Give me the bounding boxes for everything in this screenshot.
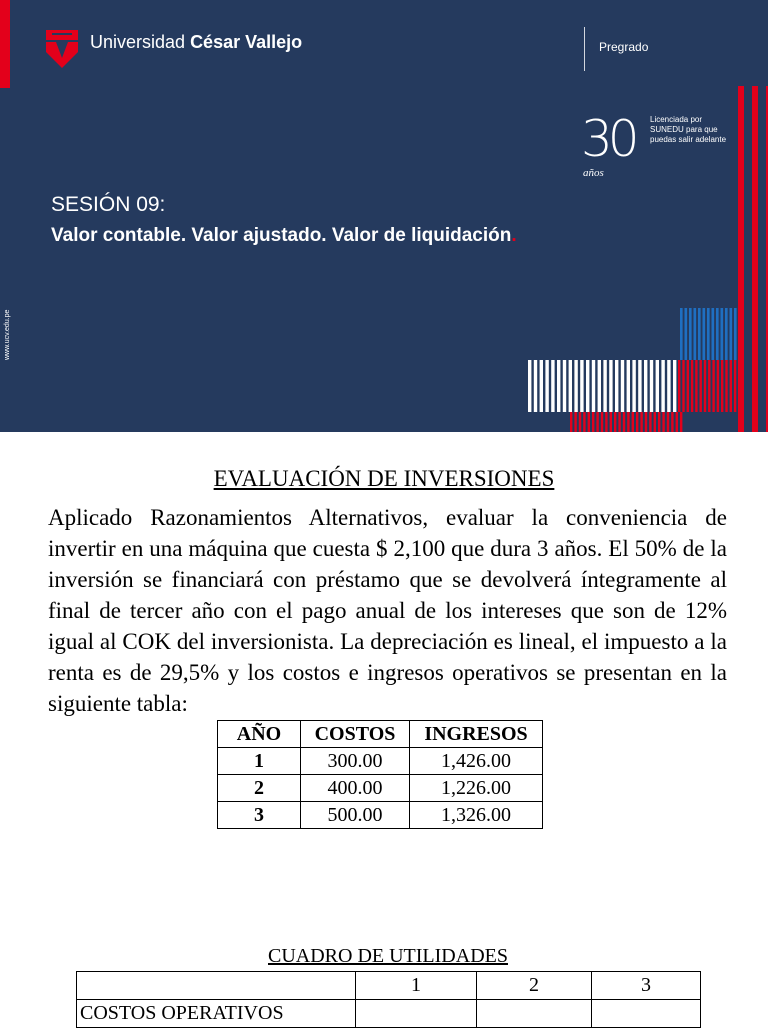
column-header-income: INGRESOS	[410, 721, 543, 748]
stripe	[656, 360, 659, 412]
stripe	[540, 360, 543, 412]
stripe	[685, 308, 688, 360]
stripe	[563, 360, 566, 412]
stripe	[689, 308, 692, 360]
anniversary-word: años	[583, 167, 604, 179]
stripe	[640, 412, 642, 432]
stripe	[725, 308, 728, 360]
table-row	[77, 1000, 701, 1028]
stripe	[627, 360, 630, 412]
stripe	[588, 412, 590, 432]
stripe	[661, 360, 664, 412]
utilities-cell	[592, 1000, 701, 1028]
stripe	[601, 412, 603, 432]
stripe	[598, 360, 601, 412]
stripe	[700, 360, 702, 412]
stripe	[730, 308, 733, 360]
stripe	[654, 412, 656, 432]
stripe	[730, 360, 732, 412]
stripe	[738, 86, 744, 432]
stripe	[583, 412, 585, 432]
cost-cell: 500.00	[301, 802, 410, 829]
stripe	[658, 412, 660, 432]
stripe	[687, 360, 689, 412]
stripe	[586, 360, 589, 412]
stripe	[528, 360, 531, 412]
stripe	[569, 360, 572, 412]
header-separator	[584, 27, 585, 71]
stripe	[673, 360, 676, 412]
utilities-header-year-2: 2	[477, 972, 592, 1000]
header-banner	[0, 0, 768, 432]
stripe	[698, 308, 701, 360]
university-name: Universidad César Vallejo	[90, 32, 303, 52]
utilities-title: CUADRO DE UTILIDADES	[268, 945, 508, 967]
stripe	[636, 412, 638, 432]
stripe	[721, 360, 723, 412]
stripe	[662, 412, 664, 432]
utilities-cell	[477, 1000, 592, 1028]
stripe	[667, 360, 670, 412]
anniversary-number: 30	[581, 110, 635, 168]
stripe	[534, 360, 537, 412]
stripe	[632, 360, 635, 412]
stripe	[623, 412, 625, 432]
stripe	[621, 360, 624, 412]
stripe	[716, 308, 719, 360]
stripe	[592, 360, 595, 412]
income-cell: 1,426.00	[410, 748, 543, 775]
utilities-cell	[356, 1000, 477, 1028]
session-number: SESIÓN 09:	[51, 193, 166, 216]
stripe	[580, 360, 583, 412]
decorative-stripes-graphic	[520, 80, 768, 432]
stripe	[691, 360, 693, 412]
income-cell: 1,226.00	[410, 775, 543, 802]
stripe	[712, 308, 715, 360]
stripe	[574, 360, 577, 412]
stripe	[614, 412, 616, 432]
stripe	[734, 360, 736, 412]
cost-cell: 300.00	[301, 748, 410, 775]
stripe	[734, 308, 737, 360]
stripe	[557, 360, 560, 412]
stripe	[703, 308, 706, 360]
utilities-header-empty	[77, 972, 356, 1000]
stripe	[638, 360, 641, 412]
stripe	[717, 360, 719, 412]
license-text: Licenciada por SUNEDU para que puedas salir adelante	[650, 115, 727, 144]
stripe	[707, 308, 710, 360]
stripe	[667, 412, 669, 432]
table-header-row	[218, 721, 543, 748]
table-row	[218, 802, 543, 829]
stripe	[610, 412, 612, 432]
document-title: EVALUACIÓN DE INVERSIONES	[213, 466, 555, 491]
stripe	[680, 412, 682, 432]
problem-statement: Aplicado Razonamientos Alternativos, evaluar la conveniencia de invertir en una máquina que cuesta $ 2,100 que dura 3 años. El 50% de la inversión se financiará con préstamo que se devolverá íntegramente al final de tercer año con el pago anual de los intereses que son de 12% igual al COK del inversionista. La depreciación es lineal, el impuesto a la renta es de 29,5% y los costos e ingresos operativos se presentan en la siguiente tabla:	[48, 505, 727, 716]
stripe	[609, 360, 612, 412]
program-label: Pregrado	[599, 40, 649, 54]
stripe	[676, 412, 678, 432]
stripe	[618, 412, 620, 432]
red-accent-bar	[0, 0, 10, 88]
column-header-year: AÑO	[218, 721, 301, 748]
table-row	[218, 775, 543, 802]
stripe	[615, 360, 618, 412]
costs-income-table	[217, 720, 543, 829]
year-cell: 3	[218, 802, 301, 829]
cost-cell: 400.00	[301, 775, 410, 802]
year-cell: 1	[218, 748, 301, 775]
stripe	[671, 412, 673, 432]
stripe	[678, 360, 680, 412]
stripe	[752, 86, 758, 432]
stripe	[579, 412, 581, 432]
university-logo-icon	[46, 30, 78, 68]
utilities-row-label: COSTOS OPERATIVOS	[77, 1000, 356, 1028]
stripe	[725, 360, 727, 412]
stripe	[680, 308, 683, 360]
column-header-costs: COSTOS	[301, 721, 410, 748]
stripe	[603, 360, 606, 412]
stripe	[596, 412, 598, 432]
stripe	[627, 412, 629, 432]
table-row	[218, 748, 543, 775]
stripe	[545, 360, 548, 412]
stripe	[712, 360, 714, 412]
income-cell: 1,326.00	[410, 802, 543, 829]
stripe	[645, 412, 647, 432]
stripe	[682, 360, 684, 412]
stripe	[632, 412, 634, 432]
stripe	[694, 308, 697, 360]
utilities-header-year-3: 3	[592, 972, 701, 1000]
stripe	[649, 412, 651, 432]
utilities-header-row	[77, 972, 701, 1000]
stripe	[708, 360, 710, 412]
website-url: www.ucv.edu.pe	[4, 309, 11, 360]
stripe	[650, 360, 653, 412]
stripe	[644, 360, 647, 412]
utilities-table	[76, 971, 701, 1028]
utilities-header-year-1: 1	[356, 972, 477, 1000]
stripe	[721, 308, 724, 360]
stripe	[695, 360, 697, 412]
year-cell: 2	[218, 775, 301, 802]
stripe	[592, 412, 594, 432]
stripe	[574, 412, 576, 432]
stripe	[570, 412, 572, 432]
stripe	[551, 360, 554, 412]
stripe	[704, 360, 706, 412]
stripe	[605, 412, 607, 432]
session-subtitle: Valor contable. Valor ajustado. Valor de liquidación.	[51, 225, 517, 246]
